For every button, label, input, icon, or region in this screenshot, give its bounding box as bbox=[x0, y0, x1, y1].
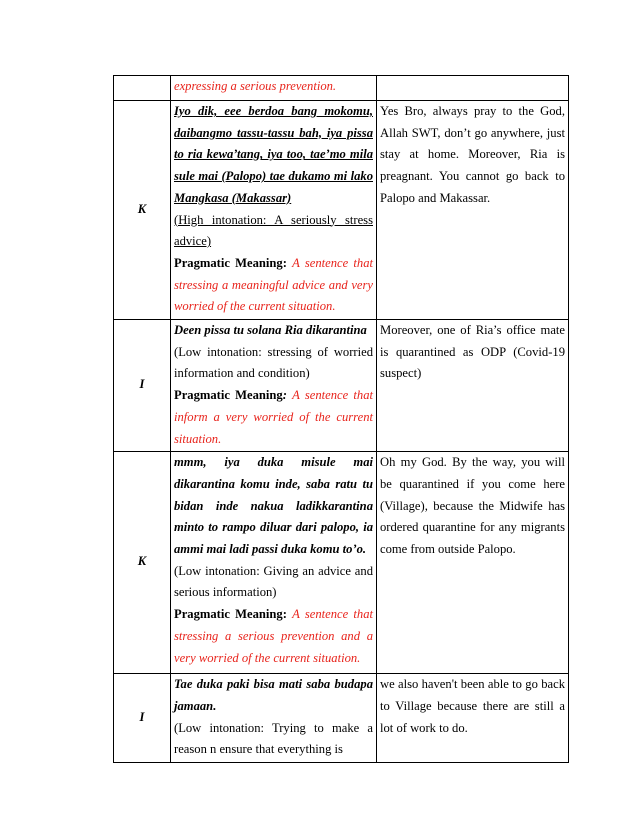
speaker-cell: I bbox=[114, 674, 171, 763]
pragmatic-meaning-label: Pragmatic Meaning bbox=[174, 388, 283, 403]
utterance-text: Iyo dik, eee berdoa bang mokomu, daibangmo tassu-tassu bah, iya pissa to ria kewa’tang, iya too, tae’mo mila sule mai (Palopo) tae dukamo mi lako Mangkasa (Makassar) bbox=[174, 104, 373, 205]
table-row bbox=[114, 101, 569, 320]
pragmatic-meaning-text: A sentence that stressing a meaningful advice and very worried of the current situation. bbox=[174, 255, 373, 314]
table-row bbox=[114, 674, 569, 763]
table-row bbox=[114, 320, 569, 452]
intonation-note: (Low intonation: stressing of worried information and condition) bbox=[174, 344, 373, 381]
utterance-cell bbox=[171, 101, 377, 320]
speaker-cell bbox=[114, 76, 171, 101]
utterance-text: mmm, iya duka misule mai dikarantina komu inde, saba ratu tu bidan inde nakua ladikkarantina minto to rampo diluar dari palopo, ia ammi mai ladi passi duka komu to’o. bbox=[174, 455, 373, 557]
intonation-note: (Low intonation: Trying to make a reason n ensure that everything is bbox=[174, 720, 373, 757]
utterance-cell bbox=[171, 76, 377, 101]
intonation-note: (High intonation: A seriously stress advice) bbox=[174, 212, 373, 249]
utterance-text: Tae duka paki bisa mati saba budapa jamaan. bbox=[174, 677, 373, 713]
utterance-cell bbox=[171, 452, 377, 674]
speaker-cell: I bbox=[114, 320, 171, 452]
utterance-text: Deen pissa tu solana Ria dikarantina bbox=[174, 323, 367, 338]
pragmatic-meaning-text: A sentence that stressing a serious prevention and a very worried of the current situation. bbox=[174, 607, 373, 665]
translation-cell: Oh my God. By the way, you will be quarantined if you come here (Village), because the Midwife has ordered quarantine for any migrants come from outside Palopo. bbox=[377, 452, 569, 674]
table-row bbox=[114, 452, 569, 674]
translation-cell: Moreover, one of Ria’s office mate is quarantined as ODP (Covid-19 suspect) bbox=[377, 320, 569, 452]
speaker-cell: K bbox=[114, 101, 171, 320]
table-row bbox=[114, 76, 569, 101]
utterance-cell bbox=[171, 674, 377, 763]
pragmatic-meaning-label: Pragmatic Meaning: bbox=[174, 255, 287, 270]
utterance-cell bbox=[171, 320, 377, 452]
translation-cell: we also haven't been able to go back to Village because there are still a lot of work to do. bbox=[377, 674, 569, 763]
translation-cell bbox=[377, 76, 569, 101]
dialogue-analysis-table bbox=[113, 75, 569, 763]
pragmatic-meaning-colon: : bbox=[282, 388, 287, 403]
intonation-note: (Low intonation: Giving an advice and serious information) bbox=[174, 563, 373, 600]
pragmatic-meaning-text: A sentence that inform a very worried of the current situation. bbox=[174, 388, 373, 446]
speaker-cell: K bbox=[114, 452, 171, 674]
pragmatic-meaning-label: Pragmatic Meaning: bbox=[174, 607, 287, 622]
pragmatic-meaning-text: expressing a serious prevention. bbox=[174, 79, 337, 93]
translation-cell: Yes Bro, always pray to the God, Allah SWT, don’t go anywhere, just stay at home. Moreover, Ria is preagnant. You cannot go back to Palopo and Makassar. bbox=[377, 101, 569, 320]
